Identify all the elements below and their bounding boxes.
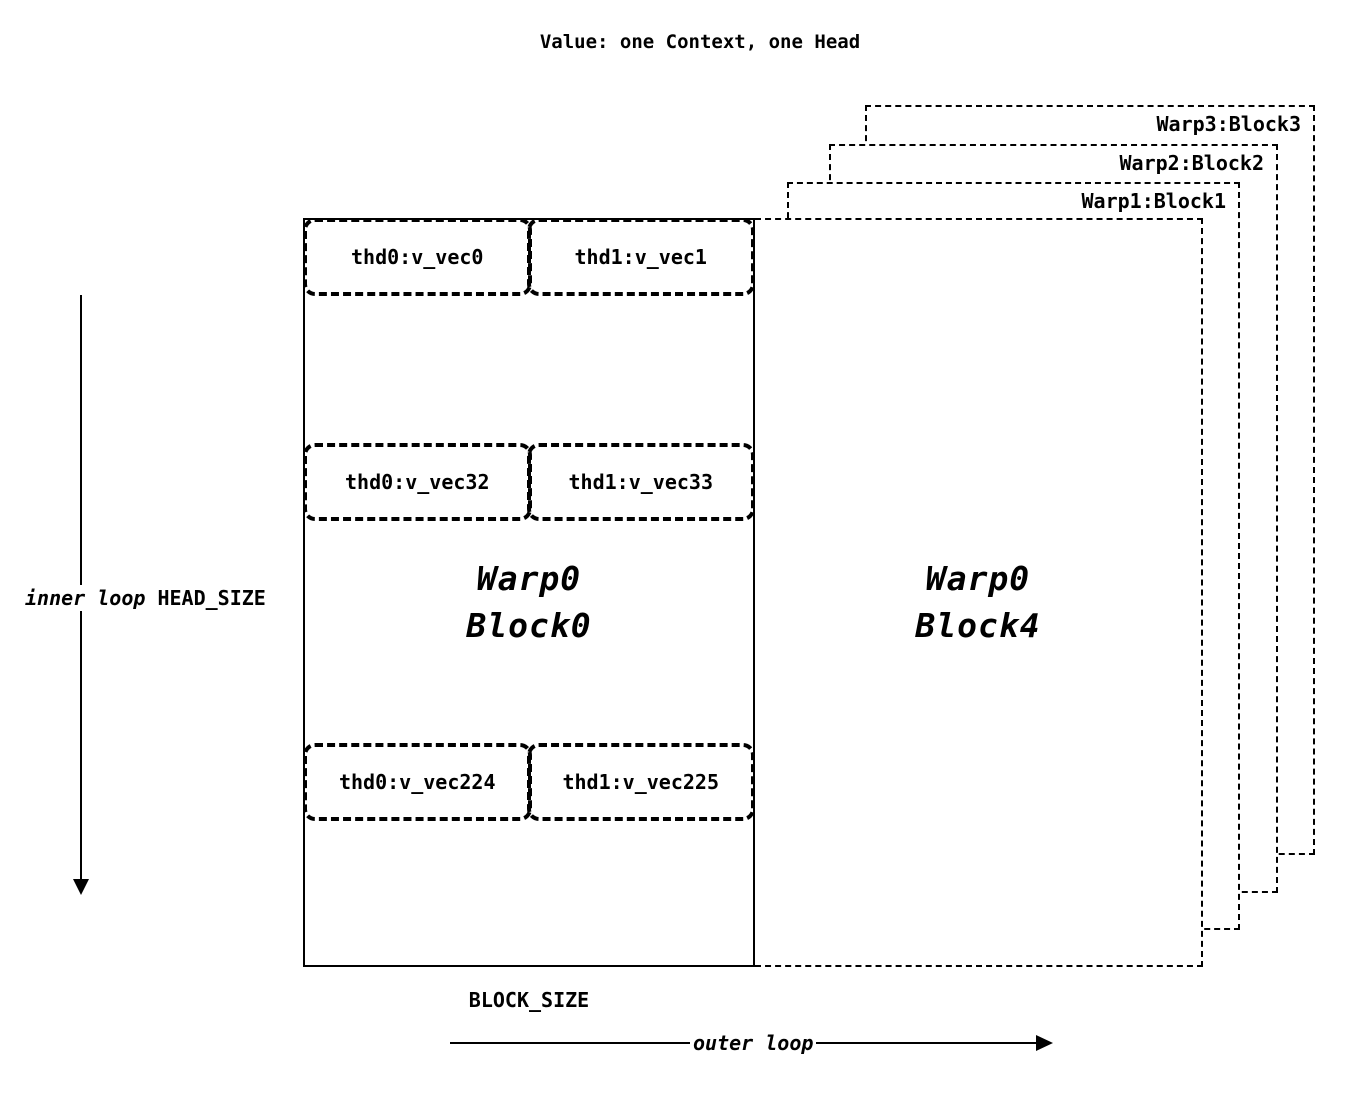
thread-vector-row-1 bbox=[303, 443, 755, 521]
block-size-label: BLOCK_SIZE bbox=[468, 988, 590, 1012]
thd0-v-vec0-label: thd0:v_vec0 bbox=[351, 245, 484, 269]
warp0-block4-box bbox=[755, 218, 1203, 967]
warp3-block3-label: Warp3:Block3 bbox=[1156, 112, 1301, 136]
warp2-block2-label: Warp2:Block2 bbox=[1119, 151, 1264, 175]
thd1-v-vec225-box bbox=[527, 743, 756, 821]
warp0-block4-line2: Block4 bbox=[915, 606, 1041, 645]
diagram-title: Value: one Context, one Head bbox=[539, 31, 861, 53]
right-arrow-icon bbox=[1036, 1035, 1053, 1051]
inner-loop-text: inner loop bbox=[25, 586, 146, 610]
thd0-v-vec32-box bbox=[303, 443, 532, 521]
thd1-v-vec1-box bbox=[527, 218, 756, 296]
warp0-block0-box bbox=[303, 218, 755, 967]
warp1-block1-label: Warp1:Block1 bbox=[1081, 189, 1226, 213]
thd0-v-vec32-label: thd0:v_vec32 bbox=[345, 470, 490, 494]
thd0-v-vec0-box bbox=[303, 218, 532, 296]
thread-vector-row-0 bbox=[303, 218, 755, 296]
thd1-v-vec33-label: thd1:v_vec33 bbox=[568, 470, 713, 494]
thd1-v-vec1-label: thd1:v_vec1 bbox=[574, 245, 707, 269]
thd0-v-vec224-box bbox=[303, 743, 532, 821]
inner-loop-axis-label bbox=[22, 585, 269, 611]
warp0-block0-line1: Warp0 bbox=[476, 559, 582, 598]
thread-vector-row-2 bbox=[303, 743, 755, 821]
warp0-block0-label bbox=[305, 555, 753, 649]
down-arrow-icon bbox=[73, 879, 89, 895]
head-size-text: HEAD_SIZE bbox=[157, 586, 266, 610]
thd1-v-vec33-box bbox=[527, 443, 756, 521]
thd0-v-vec224-label: thd0:v_vec224 bbox=[338, 770, 496, 794]
warp0-block4-label bbox=[755, 555, 1201, 649]
warp0-block0-line2: Block0 bbox=[466, 606, 592, 645]
warp0-block4-line1: Warp0 bbox=[925, 559, 1031, 598]
thd1-v-vec225-label: thd1:v_vec225 bbox=[562, 770, 720, 794]
outer-loop-axis-label: outer loop bbox=[690, 1031, 816, 1055]
